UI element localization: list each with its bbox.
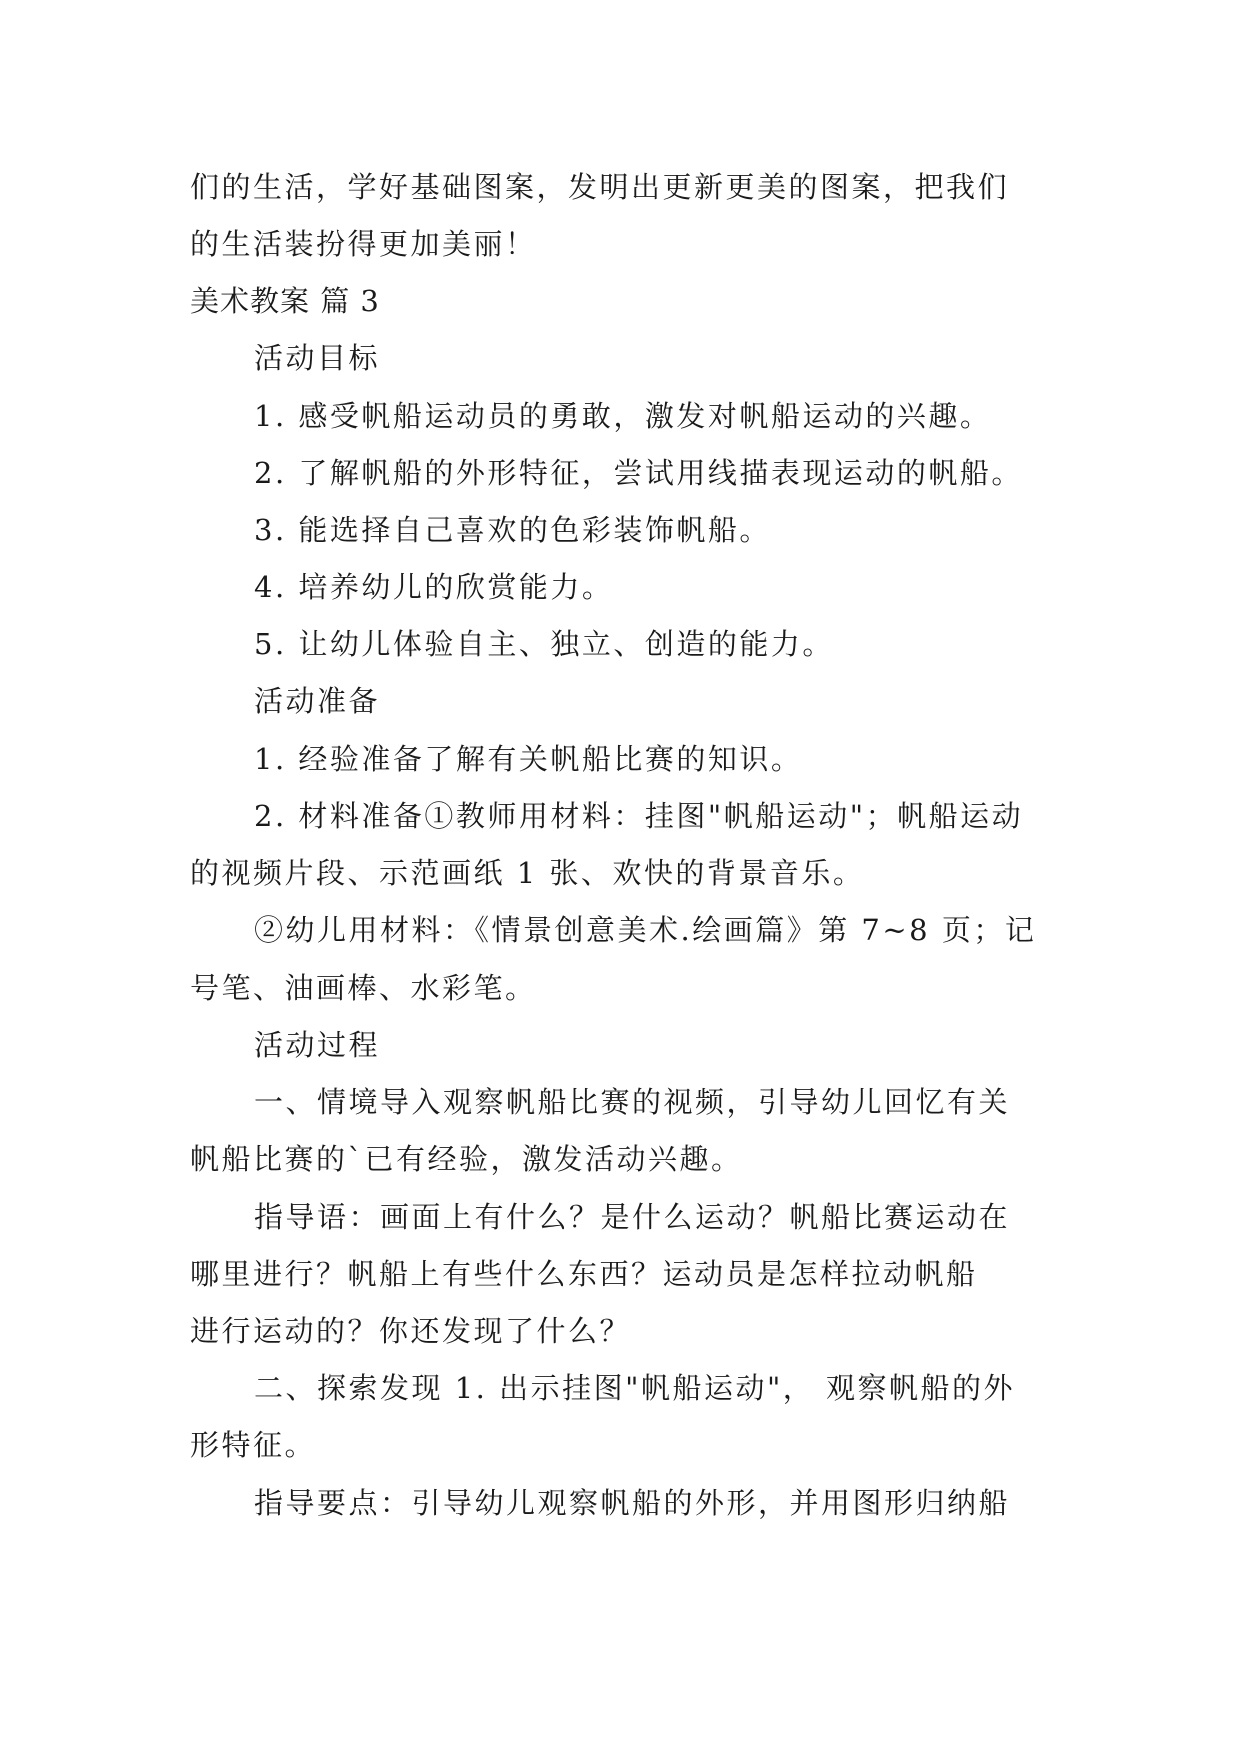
list-item: 1. 经验准备了解有关帆船比赛的知识。: [254, 742, 803, 776]
paragraph-line: ②幼儿用材料：《情景创意美术.绘画篇》第 7~8 页；记: [254, 913, 1037, 947]
subsection-heading: 活动过程: [254, 1028, 381, 1062]
paragraph-line: 们的生活，学好基础图案，发明出更新更美的图案，把我们: [190, 170, 1010, 204]
section-title: 美术教案 篇 3: [190, 284, 380, 318]
paragraph-line: 号笔、油画棒、水彩笔。: [190, 971, 537, 1005]
list-item: 4. 培养幼儿的欣赏能力。: [254, 570, 614, 604]
list-item: 2. 材料准备①教师用材料：挂图"帆船运动"；帆船运动: [254, 799, 1024, 833]
paragraph-line: 指导要点：引导幼儿观察帆船的外形，并用图形归纳船: [254, 1486, 1011, 1520]
paragraph-line: 形特征。: [190, 1428, 317, 1462]
paragraph-line: 二、探索发现 1. 出示挂图"帆船运动"， 观察帆船的外: [254, 1371, 1016, 1405]
paragraph-line: 的视频片段、示范画纸 1 张、欢快的背景音乐。: [190, 856, 865, 890]
subsection-heading: 活动目标: [254, 341, 381, 375]
subsection-heading: 活动准备: [254, 684, 381, 718]
paragraph-line: 的生活装扮得更加美丽！: [190, 227, 537, 261]
list-item: 2. 了解帆船的外形特征，尝试用线描表现运动的帆船。: [254, 456, 1023, 490]
list-item: 1. 感受帆船运动员的勇敢，激发对帆船运动的兴趣。: [254, 399, 992, 433]
paragraph-line: 指导语：画面上有什么？是什么运动？帆船比赛运动在: [254, 1200, 1011, 1234]
paragraph-line: 帆船比赛的`已有经验，激发活动兴趣。: [190, 1142, 743, 1176]
paragraph-line: 进行运动的？你还发现了什么？: [190, 1314, 632, 1348]
list-item: 5. 让幼儿体验自主、独立、创造的能力。: [254, 627, 834, 661]
paragraph-line: 哪里进行？帆船上有些什么东西？运动员是怎样拉动帆船: [190, 1257, 978, 1291]
list-item: 3. 能选择自己喜欢的色彩装饰帆船。: [254, 513, 771, 547]
paragraph-line: 一、情境导入观察帆船比赛的视频，引导幼儿回忆有关: [254, 1085, 1011, 1119]
